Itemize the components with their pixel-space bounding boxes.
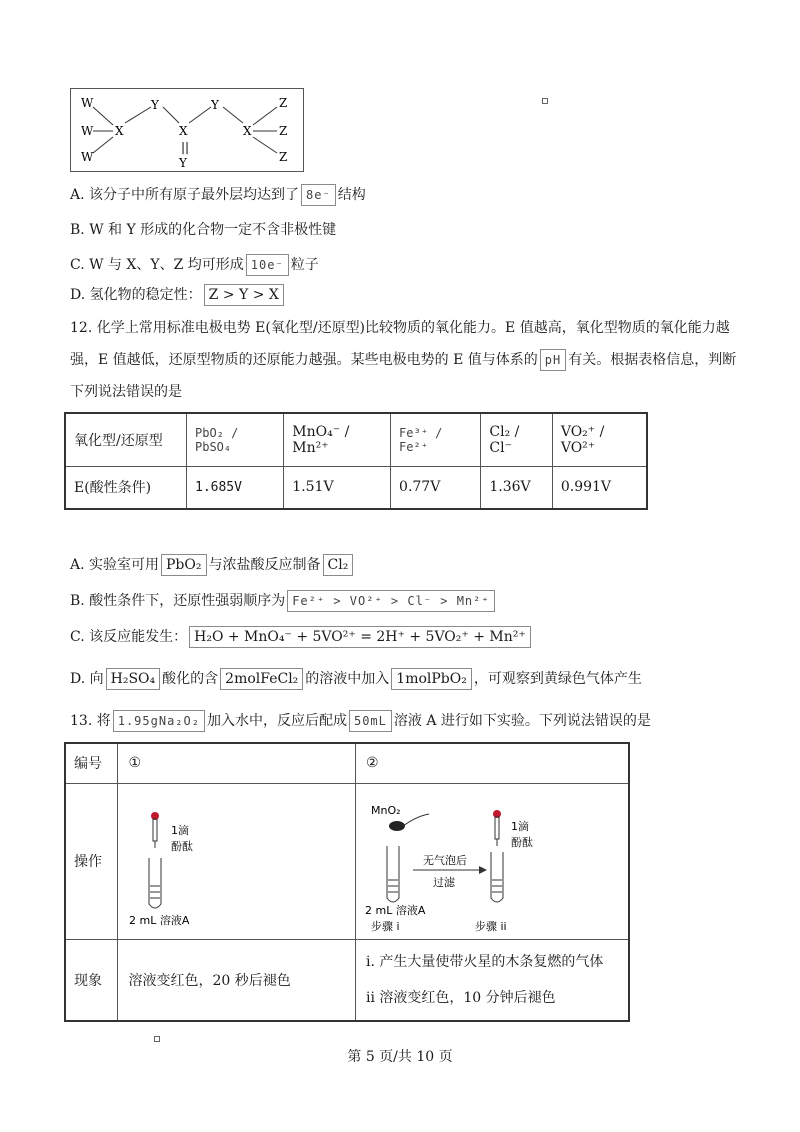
caption: 2 mL 溶液A — [365, 904, 426, 917]
test-tube-figure-1 — [119, 786, 345, 936]
stem-text: 加入水中，反应后配成 — [206, 713, 347, 729]
table-row — [65, 939, 629, 1021]
table-cell: Fe³⁺ / Fe²⁺ — [391, 413, 481, 466]
option-text: 的溶液中加入 — [305, 671, 390, 687]
formula-box: 1molPbO₂ — [391, 668, 472, 690]
q12-option-a — [70, 554, 355, 576]
atom-x: X — [115, 124, 124, 138]
formula-box: 10e⁻ — [246, 254, 289, 276]
formula-box: H₂SO₄ — [106, 668, 161, 690]
atom-w: W — [81, 150, 94, 164]
formula-box: 50mL — [349, 710, 392, 732]
q12-option-c — [70, 626, 533, 648]
table-cell: 0.991V — [552, 466, 647, 509]
table-cell: 1.51V — [284, 466, 391, 509]
table-header: ① — [118, 743, 356, 783]
caption: 2 mL 溶液A — [129, 914, 190, 927]
table-row — [65, 413, 647, 466]
procedure-1 — [118, 783, 356, 939]
q12-option-d — [70, 668, 642, 690]
mno2-label: MnO₂ — [371, 804, 401, 817]
stem-line — [70, 344, 742, 376]
option-text: A. 实验室可用 — [70, 557, 160, 573]
q11-option-d — [70, 284, 286, 306]
q12-option-b — [70, 590, 497, 612]
table-cell: VO₂⁺ / VO²⁺ — [552, 413, 647, 466]
table-header: 编号 — [65, 743, 118, 783]
option-text: B. 酸性条件下，还原性强弱顺序为 — [70, 593, 286, 609]
q13-stem — [70, 710, 651, 732]
q11-option-b — [70, 220, 336, 240]
formula-box: Z > Y > X — [204, 284, 284, 306]
atom-x: X — [179, 124, 188, 138]
table-header: ② — [356, 743, 630, 783]
option-text: D. 氢化物的稳定性： — [70, 287, 202, 303]
q11-option-a — [70, 184, 366, 206]
stem-text: 13. 将 — [70, 713, 111, 729]
structure-diagram — [70, 88, 304, 172]
stem-text: 强，E 值越低，还原型物质的还原能力越强。某些电极电势的 E 值与体系的 — [70, 352, 538, 368]
test-tube-figure-2 — [357, 786, 627, 936]
table-header: E(酸性条件) — [65, 466, 187, 509]
atom-z: Z — [279, 124, 288, 138]
reagent-label: 酚酞 — [511, 836, 533, 849]
option-text: C. 该反应能发生： — [70, 629, 188, 645]
table-cell: PbO₂ / PbSO₄ — [187, 413, 284, 466]
atom-y: Y — [179, 156, 187, 170]
page-footer: 第 5 页/共 10 页 — [347, 1049, 453, 1065]
drop-label: 1滴 — [511, 820, 529, 833]
formula-box: 1.95gNa₂O₂ — [113, 710, 205, 732]
phenomenon-line: ii 溶液变红色，10 分钟后褪色 — [366, 989, 556, 1006]
table-cell: 0.77V — [391, 466, 481, 509]
option-text: B. W 和 Y 形成的化合物一定不含非极性键 — [70, 222, 337, 238]
formula-box: PbO₂ — [161, 554, 206, 576]
stem-text: 有关。根据表格信息，判断 — [568, 352, 737, 368]
structure-svg — [71, 89, 303, 171]
atom-y: Y — [211, 98, 219, 112]
double-bond: || — [181, 140, 190, 154]
step-label: 步骤 ii — [475, 920, 507, 933]
formula-box: Fe²⁺ > VO²⁺ > Cl⁻ > Mn²⁺ — [287, 590, 494, 612]
table-header: 现象 — [65, 939, 118, 1021]
formula-box: 2molFeCl₂ — [220, 668, 303, 690]
anchor-mark — [542, 98, 548, 104]
table-header: 氧化型/还原型 — [65, 413, 187, 466]
drop-label: 1滴 — [171, 824, 190, 837]
option-text: ，可观察到黄绿色气体产生 — [473, 671, 642, 687]
atom-y: Y — [151, 98, 159, 112]
option-text: D. 向 — [70, 671, 104, 687]
table-row — [65, 466, 647, 509]
table-cell: 1.685V — [187, 466, 284, 509]
option-text: 结构 — [337, 187, 366, 203]
phenomenon-line: i. 产生大量使带火星的木条复燃的气体 — [366, 953, 604, 970]
option-text: C. W 与 X、Y、Z 均可形成 — [70, 257, 244, 273]
experiment-table — [64, 742, 630, 1022]
formula-box: 8e⁻ — [301, 184, 336, 206]
table-cell: Cl₂ / Cl⁻ — [481, 413, 552, 466]
anchor-mark — [154, 1036, 160, 1042]
table-row — [65, 743, 629, 783]
q12-stem — [70, 312, 742, 408]
stem-line: 12. 化学上常用标准电极电势 E(氧化型/还原型)比较物质的氧化能力。E 值越高，氧化型物质的氧化能力越 — [70, 320, 730, 336]
arrow-bottom-label: 过滤 — [433, 876, 455, 889]
atom-x: X — [243, 124, 252, 138]
electrode-potential-table — [64, 412, 648, 510]
option-text: 粒子 — [290, 257, 319, 273]
option-text: 与浓盐酸反应制备 — [208, 557, 321, 573]
phenomenon-1: 溶液变红色，20 秒后褪色 — [118, 939, 356, 1021]
table-cell: MnO₄⁻ / Mn²⁺ — [284, 413, 391, 466]
reagent-label: 酚酞 — [171, 840, 194, 853]
formula-box: H₂O + MnO₄⁻ + 5VO²⁺ = 2H⁺ + 5VO₂⁺ + Mn²⁺ — [189, 626, 531, 648]
atom-z: Z — [279, 96, 288, 110]
atom-w: W — [81, 124, 94, 138]
formula-box: pH — [540, 349, 566, 371]
step-label: 步骤 i — [371, 920, 400, 933]
atom-z: Z — [279, 150, 288, 164]
procedure-2 — [356, 783, 630, 939]
arrow-top-label: 无气泡后 — [423, 854, 467, 867]
stem-line: 下列说法错误的是 — [70, 384, 182, 400]
table-row — [65, 783, 629, 939]
option-text: A. 该分子中所有原子最外层均达到了 — [70, 187, 300, 203]
option-text: 酸化的含 — [162, 671, 219, 687]
q11-option-c — [70, 254, 319, 276]
table-header: 操作 — [65, 783, 118, 939]
stem-text: 溶液 A 进行如下实验。下列说法错误的是 — [393, 713, 651, 729]
atom-w: W — [81, 96, 94, 110]
formula-box: Cl₂ — [323, 554, 354, 576]
phenomenon-2 — [356, 939, 630, 1021]
table-cell: 1.36V — [481, 466, 552, 509]
